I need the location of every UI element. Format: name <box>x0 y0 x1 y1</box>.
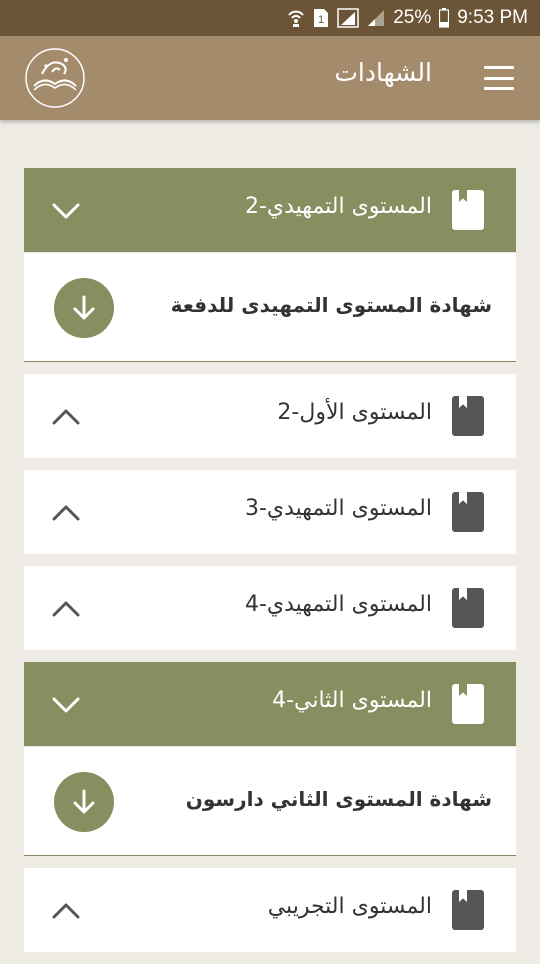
section-item <box>24 662 516 856</box>
section-item <box>24 566 516 650</box>
book-icon <box>452 890 484 930</box>
chevron-up-icon <box>52 594 80 622</box>
app-bar <box>0 36 540 120</box>
download-button[interactable] <box>54 772 114 832</box>
section-title: المستوى التمهيدي-3 <box>244 496 432 521</box>
status-icons <box>287 0 528 36</box>
section-header[interactable] <box>24 168 516 252</box>
section-item <box>24 374 516 458</box>
section-title: المستوى التمهيدي-2 <box>244 194 432 219</box>
book-icon <box>452 396 484 436</box>
section-title: المستوى التمهيدي-4 <box>244 592 432 617</box>
section-title: المستوى التجريبي <box>267 894 432 919</box>
section-header[interactable] <box>24 374 516 458</box>
chevron-up-icon <box>52 402 80 430</box>
chevron-down-icon <box>52 690 80 718</box>
section-title: المستوى الأول-2 <box>277 400 432 425</box>
section-title: المستوى الثاني-4 <box>272 688 432 713</box>
clock: 9:53 PM <box>457 7 528 28</box>
certificate-row <box>24 746 516 856</box>
battery-percent: 25% <box>393 7 432 28</box>
sim-slot-number: 1 <box>318 14 325 26</box>
book-icon <box>452 492 484 532</box>
chevron-up-icon <box>52 498 80 526</box>
download-button[interactable] <box>54 278 114 338</box>
sim-icon <box>313 8 329 28</box>
certificate-row <box>24 252 516 362</box>
page-title: الشهادات <box>334 58 432 87</box>
chevron-up-icon <box>52 896 80 924</box>
download-arrow-icon <box>70 788 98 816</box>
section-header[interactable] <box>24 868 516 952</box>
signal-weak-icon <box>367 9 385 27</box>
section-header[interactable] <box>24 566 516 650</box>
battery-icon <box>439 8 449 28</box>
download-arrow-icon <box>70 294 98 322</box>
menu-icon[interactable] <box>484 66 514 90</box>
status-bar <box>0 0 540 36</box>
book-icon <box>452 588 484 628</box>
section-header[interactable] <box>24 662 516 746</box>
app-logo[interactable] <box>22 46 88 110</box>
section-header[interactable] <box>24 470 516 554</box>
signal-icon <box>337 8 359 28</box>
hotspot-icon <box>287 8 305 28</box>
chevron-down-icon <box>52 196 80 224</box>
section-item <box>24 868 516 952</box>
section-item <box>24 470 516 554</box>
book-icon <box>452 190 484 230</box>
section-item <box>24 168 516 362</box>
certificate-label: شهادة المستوى الثاني دارسون <box>185 787 492 811</box>
certificate-label: شهادة المستوى التمهيدى للدفعة <box>170 293 492 317</box>
certificates-list <box>24 168 516 964</box>
book-icon <box>452 684 484 724</box>
